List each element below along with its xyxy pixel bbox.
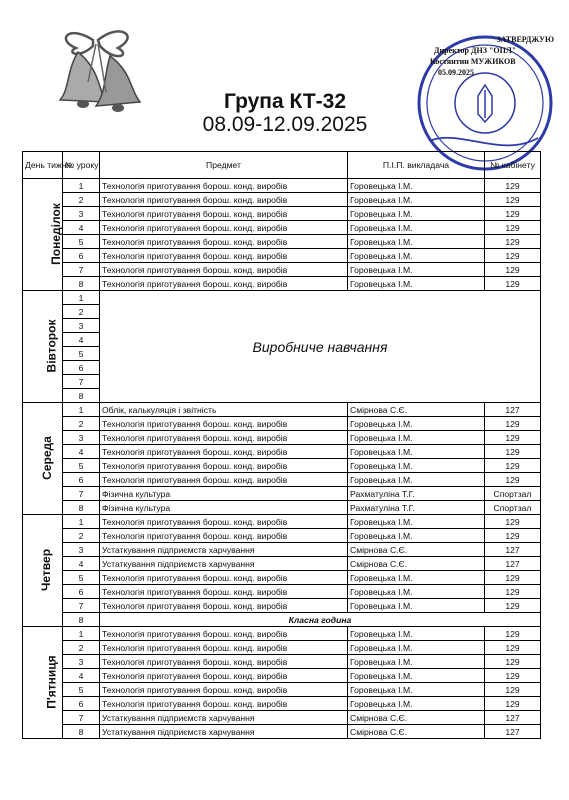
teacher-cell: Смірнова С.Є.	[348, 557, 485, 571]
room-cell: 129	[485, 473, 541, 487]
lesson-number: 2	[63, 417, 100, 431]
teacher-cell: Горовецька І.М.	[348, 683, 485, 697]
teacher-cell: Смірнова С.Є.	[348, 711, 485, 725]
lesson-number: 6	[63, 361, 100, 375]
teacher-cell: Горовецька І.М.	[348, 515, 485, 529]
teacher-cell: Горовецька І.М.	[348, 529, 485, 543]
room-cell: 129	[485, 179, 541, 193]
room-cell: Спортзал	[485, 501, 541, 515]
approval-name: Костянтин МУЖИКОВ	[430, 57, 516, 66]
lesson-number: 6	[63, 249, 100, 263]
lesson-number: 1	[63, 179, 100, 193]
table-row	[23, 403, 541, 417]
table-row	[23, 543, 541, 557]
day-cell	[23, 627, 63, 739]
room-cell: 129	[485, 445, 541, 459]
room-cell: 129	[485, 585, 541, 599]
lesson-number: 7	[63, 263, 100, 277]
subject-cell: Технологія приготування борош. конд. виробів	[100, 585, 348, 599]
approval-heading: ЗАТВЕРДЖУЮ	[496, 35, 554, 44]
subject-cell: Технологія приготування борош. конд. виробів	[100, 641, 348, 655]
subject-cell: Технологія приготування борош. конд. виробів	[100, 515, 348, 529]
day-cell	[23, 403, 63, 515]
lesson-number: 3	[63, 431, 100, 445]
lesson-number: 6	[63, 585, 100, 599]
subject-cell: Технологія приготування борош. конд. виробів	[100, 249, 348, 263]
teacher-cell: Горовецька І.М.	[348, 207, 485, 221]
subject-cell: Технологія приготування борош. конд. виробів	[100, 277, 348, 291]
room-cell: 129	[485, 655, 541, 669]
teacher-cell: Горовецька І.М.	[348, 179, 485, 193]
lesson-number: 3	[63, 543, 100, 557]
lesson-number: 4	[63, 669, 100, 683]
table-row	[23, 249, 541, 263]
lesson-number: 5	[63, 683, 100, 697]
teacher-cell: Смірнова С.Є.	[348, 543, 485, 557]
room-cell: 129	[485, 641, 541, 655]
table-row	[23, 431, 541, 445]
header-day: День тижня	[23, 152, 63, 179]
teacher-cell: Горовецька І.М.	[348, 571, 485, 585]
room-cell: 129	[485, 669, 541, 683]
table-row	[23, 263, 541, 277]
room-cell: 127	[485, 403, 541, 417]
subject-cell: Технологія приготування борош. конд. виробів	[100, 627, 348, 641]
teacher-cell: Горовецька І.М.	[348, 585, 485, 599]
lesson-number: 8	[63, 277, 100, 291]
table-row	[23, 179, 541, 193]
lesson-number: 3	[63, 207, 100, 221]
subject-cell: Облік, калькуляція і звітність	[100, 403, 348, 417]
lesson-number: 4	[63, 333, 100, 347]
teacher-cell: Горовецька І.М.	[348, 627, 485, 641]
teacher-cell: Горовецька І.М.	[348, 445, 485, 459]
table-row	[23, 235, 541, 249]
room-cell: 129	[485, 459, 541, 473]
class-hour-cell: Класна година	[100, 613, 541, 627]
subject-cell: Фізична культура	[100, 487, 348, 501]
day-name: Середа	[39, 436, 54, 480]
date-range: 08.09-12.09.2025	[202, 113, 368, 136]
lesson-number: 5	[63, 235, 100, 249]
teacher-cell: Горовецька І.М.	[348, 277, 485, 291]
subject-cell: Технологія приготування борош. конд. виробів	[100, 207, 348, 221]
lesson-number: 8	[63, 725, 100, 739]
subject-cell: Технологія приготування борош. конд. виробів	[100, 473, 348, 487]
practical-training-cell: Виробниче навчання	[100, 291, 541, 403]
subject-cell: Технологія приготування борош. конд. виробів	[100, 431, 348, 445]
subject-cell: Технологія приготування борош. конд. виробів	[100, 193, 348, 207]
table-row	[23, 725, 541, 739]
day-name: П'ятниця	[44, 655, 59, 709]
teacher-cell: Горовецька І.М.	[348, 417, 485, 431]
approval-position: Директор ДНЗ "ОПЛ"	[434, 46, 517, 55]
room-cell: 129	[485, 599, 541, 613]
teacher-cell: Горовецька І.М.	[348, 431, 485, 445]
bells-logo-icon	[48, 22, 148, 117]
subject-cell: Технологія приготування борош. конд. виробів	[100, 263, 348, 277]
approval-date: 05.09.2025	[438, 68, 474, 77]
room-cell: 129	[485, 207, 541, 221]
lesson-number: 7	[63, 487, 100, 501]
day-cell	[23, 291, 63, 403]
approval-block	[420, 34, 560, 78]
table-row	[23, 501, 541, 515]
subject-cell: Технологія приготування борош. конд. виробів	[100, 655, 348, 669]
room-cell: 127	[485, 557, 541, 571]
day-name: Понеділок	[48, 203, 63, 265]
teacher-cell: Горовецька І.М.	[348, 459, 485, 473]
table-row	[23, 641, 541, 655]
table-row	[23, 291, 541, 305]
day-name: Четвер	[39, 548, 54, 592]
teacher-cell: Горовецька І.М.	[348, 473, 485, 487]
table-row	[23, 473, 541, 487]
table-row	[23, 529, 541, 543]
room-cell: 129	[485, 417, 541, 431]
subject-cell: Технологія приготування борош. конд. виробів	[100, 221, 348, 235]
room-cell: 127	[485, 711, 541, 725]
table-row	[23, 459, 541, 473]
subject-cell: Технологія приготування борош. конд. виробів	[100, 459, 348, 473]
teacher-cell: Смірнова С.Є.	[348, 725, 485, 739]
table-row	[23, 627, 541, 641]
lesson-number: 7	[63, 599, 100, 613]
schedule-table	[22, 151, 541, 739]
lesson-number: 4	[63, 445, 100, 459]
room-cell: 129	[485, 529, 541, 543]
day-cell	[23, 179, 63, 291]
lesson-number: 6	[63, 473, 100, 487]
subject-cell: Технологія приготування борош. конд. виробів	[100, 571, 348, 585]
teacher-cell: Горовецька І.М.	[348, 235, 485, 249]
subject-cell: Устаткування підприємств харчування	[100, 543, 348, 557]
room-cell: 129	[485, 193, 541, 207]
lesson-number: 8	[63, 501, 100, 515]
table-row	[23, 417, 541, 431]
lesson-number: 3	[63, 655, 100, 669]
subject-cell: Технологія приготування борош. конд. виробів	[100, 445, 348, 459]
lesson-number: 4	[63, 557, 100, 571]
page-title: Група КТ-32	[223, 90, 347, 113]
lesson-number: 1	[63, 291, 100, 305]
table-row	[23, 193, 541, 207]
subject-cell: Устаткування підприємств харчування	[100, 557, 348, 571]
room-cell: 129	[485, 249, 541, 263]
table-row	[23, 487, 541, 501]
room-cell: 129	[485, 221, 541, 235]
subject-cell: Технологія приготування борош. конд. виробів	[100, 599, 348, 613]
header-row	[23, 152, 541, 179]
lesson-number: 5	[63, 571, 100, 585]
teacher-cell: Горовецька І.М.	[348, 221, 485, 235]
header-lesson: № уроку	[63, 152, 100, 179]
lesson-number: 2	[63, 193, 100, 207]
table-row	[23, 655, 541, 669]
teacher-cell: Горовецька І.М.	[348, 263, 485, 277]
teacher-cell: Рахматуліна Т.Г.	[348, 487, 485, 501]
subject-cell: Технологія приготування борош. конд. виробів	[100, 235, 348, 249]
room-cell: 129	[485, 277, 541, 291]
table-row	[23, 207, 541, 221]
room-cell: 129	[485, 235, 541, 249]
room-cell: 129	[485, 571, 541, 585]
day-name: Вівторок	[44, 319, 59, 373]
lesson-number: 3	[63, 319, 100, 333]
subject-cell: Технологія приготування борош. конд. виробів	[100, 697, 348, 711]
lesson-number: 7	[63, 375, 100, 389]
table-row	[23, 711, 541, 725]
day-cell	[23, 515, 63, 627]
table-row	[23, 669, 541, 683]
table-row	[23, 515, 541, 529]
table-row	[23, 599, 541, 613]
header-subject: Предмет	[100, 152, 348, 179]
lesson-number: 8	[63, 389, 100, 403]
subject-cell: Устаткування підприємств харчування	[100, 711, 348, 725]
subject-cell: Технологія приготування борош. конд. виробів	[100, 417, 348, 431]
table-row	[23, 613, 541, 627]
lesson-number: 7	[63, 711, 100, 725]
teacher-cell: Горовецька І.М.	[348, 669, 485, 683]
lesson-number: 1	[63, 627, 100, 641]
table-row	[23, 277, 541, 291]
room-cell: 129	[485, 697, 541, 711]
table-row	[23, 445, 541, 459]
lesson-number: 5	[63, 347, 100, 361]
room-cell: 129	[485, 263, 541, 277]
room-cell: 129	[485, 515, 541, 529]
subject-cell: Технологія приготування борош. конд. виробів	[100, 669, 348, 683]
room-cell: 129	[485, 683, 541, 697]
lesson-number: 1	[63, 515, 100, 529]
teacher-cell: Горовецька І.М.	[348, 697, 485, 711]
lesson-number: 1	[63, 403, 100, 417]
subject-cell: Технологія приготування борош. конд. виробів	[100, 683, 348, 697]
subject-cell: Технологія приготування борош. конд. виробів	[100, 179, 348, 193]
lesson-number: 6	[63, 697, 100, 711]
lesson-number: 2	[63, 529, 100, 543]
subject-cell: Устаткування підприємств харчування	[100, 725, 348, 739]
teacher-cell: Горовецька І.М.	[348, 641, 485, 655]
subject-cell: Фізична культура	[100, 501, 348, 515]
table-row	[23, 585, 541, 599]
table-row	[23, 221, 541, 235]
teacher-cell: Горовецька І.М.	[348, 599, 485, 613]
teacher-cell: Смірнова С.Є.	[348, 403, 485, 417]
lesson-number: 4	[63, 221, 100, 235]
table-row	[23, 683, 541, 697]
table-row	[23, 697, 541, 711]
table-row	[23, 557, 541, 571]
room-cell: Спортзал	[485, 487, 541, 501]
subject-cell: Технологія приготування борош. конд. виробів	[100, 529, 348, 543]
teacher-cell: Горовецька І.М.	[348, 193, 485, 207]
table-row	[23, 571, 541, 585]
lesson-number: 8	[63, 613, 100, 627]
header-room: № кабінету	[485, 152, 541, 179]
teacher-cell: Горовецька І.М.	[348, 249, 485, 263]
teacher-cell: Рахматуліна Т.Г.	[348, 501, 485, 515]
lesson-number: 5	[63, 459, 100, 473]
header-teacher: П.І.П. викладача	[348, 152, 485, 179]
room-cell: 127	[485, 543, 541, 557]
room-cell: 129	[485, 431, 541, 445]
teacher-cell: Горовецька І.М.	[348, 655, 485, 669]
lesson-number: 2	[63, 305, 100, 319]
room-cell: 129	[485, 627, 541, 641]
room-cell: 127	[485, 725, 541, 739]
lesson-number: 2	[63, 641, 100, 655]
